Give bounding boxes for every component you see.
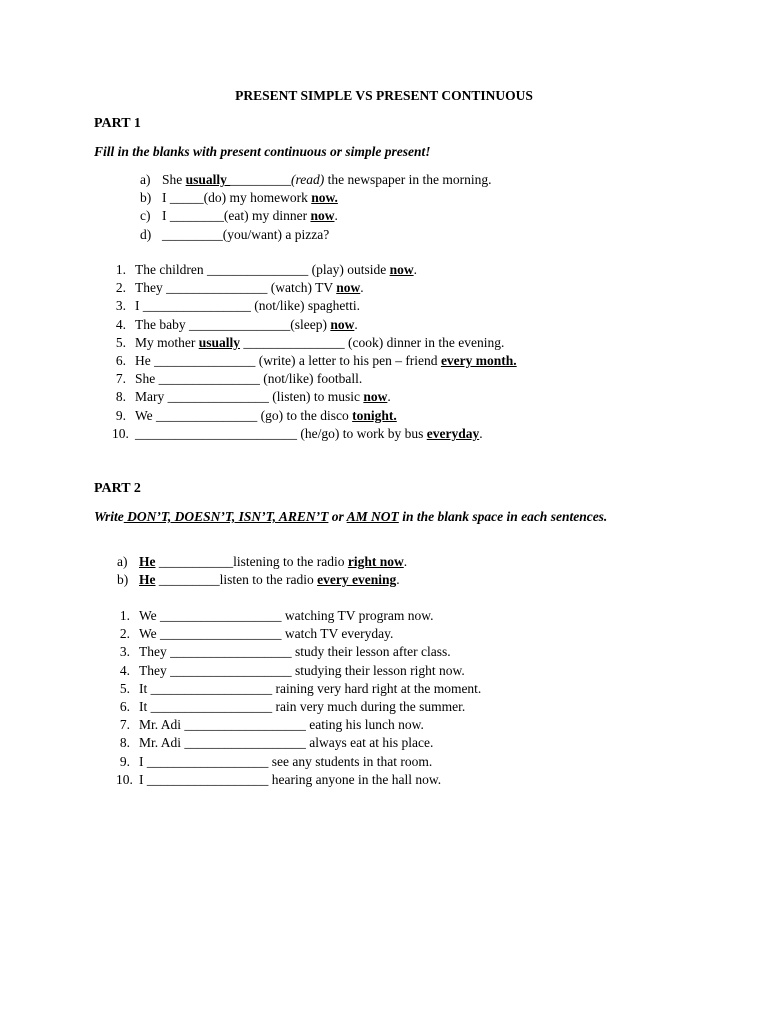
- worksheet-page: PRESENT SIMPLE VS PRESENT CONTINUOUS PART 1 Fill in the blanks with present continuous or simple present! a) She usually _________(read) the newspaper in the morning. b) I _____(do) my homework now. c) I ________(eat) my dinner now. d) _________(you/want) a pizza? 1. The children _______________ (play) outside now. 2. They _______________ (watch) TV now. 3. I ________________ (not/like) spaghetti. 4. The baby _______________(sleep) now. 5. My mother usually _______________ (cook) dinner in the evening. 6. He _______________ (write) a letter to his pen – friend every month. 7. She _______________ (not/like) football. 8. Mary _______________ (listen) to music now. 9. We _______________ (go) to the disco tonight. 10. ________________________ (he/go) to work by bus everyday. PART 2 Write DON’T, DOESN’T, ISN’T, AREN’T or AM NOT in the blank space in each sentences. a) He ___________listening to the radio right now. b) He _________listen to the radio every evening. 1. We __________________ watching TV program now. 2. We __________________ watch TV everyday. 3. They __________________ study their lesson after class. 4. They __________________ studying their lesson right now. 5. It __________________ raining very hard right at the moment. 6. It __________________ rain very much during the summer. 7. Mr. Adi __________________ eating his lunch now. 8. Mr. Adi __________________ always eat at his place. 9. I __________________ see any students in that room. 10. I __________________ hearing anyone in the hall now.: [0, 0, 768, 1024]
- part2-instruction: Write DON’T, DOESN’T, ISN’T, AREN’T or AM NOT in the blank space in each sentences.: [94, 509, 608, 524]
- page-title: PRESENT SIMPLE VS PRESENT CONTINUOUS: [235, 88, 533, 103]
- part1-heading: PART 1: [94, 116, 141, 131]
- part2-heading: PART 2: [94, 481, 141, 496]
- part1-instruction: Fill in the blanks with present continuous or simple present!: [94, 144, 431, 159]
